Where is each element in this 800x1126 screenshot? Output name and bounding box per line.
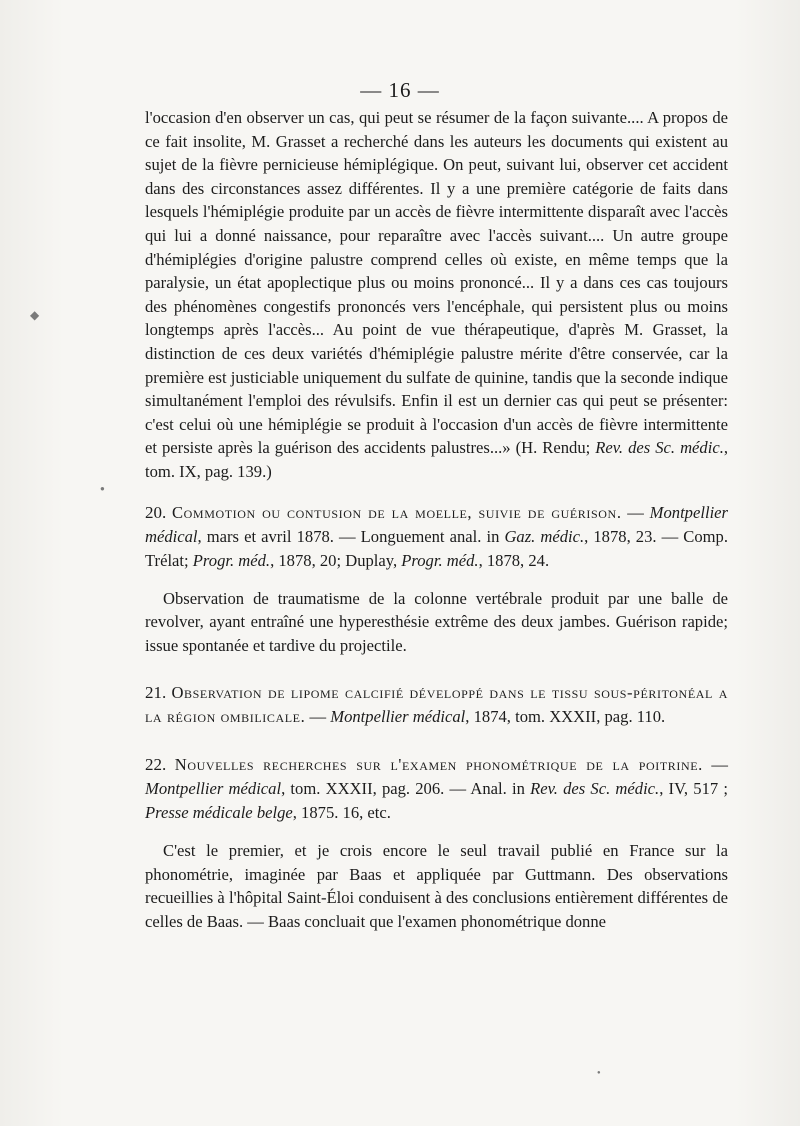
scan-speck: ● bbox=[100, 484, 105, 493]
scan-speck: ● bbox=[597, 1070, 601, 1076]
bibliography-entry-20 bbox=[145, 501, 728, 573]
entry-mid: , tom. XXXII, pag. 206. — Anal. in bbox=[281, 779, 531, 799]
entry-journal: Montpellier médical bbox=[330, 707, 466, 727]
entry-title: Commotion ou contusion de la moelle, suivie de guérison. bbox=[172, 502, 622, 522]
entry-title: Nouvelles recherches sur l'examen phonométrique de la poitrine. bbox=[174, 755, 703, 775]
entry-ref1-tail: , IV, 517 ; bbox=[659, 779, 728, 799]
continued-ref-end: , tom. IX, pag. 139.) bbox=[145, 438, 728, 481]
entry-dash: — bbox=[305, 707, 331, 727]
entry-ref1-tail: , 1878, 23. — Comp. Trélat; bbox=[145, 526, 728, 570]
continued-text: l'occasion d'en observer un cas, qui peut se résumer de la façon suivante.... A propos de ce fait insolite, M. Grasset a recherché dans les auteurs les documents qui existent au sujet de la fièvre pernicieuse hémiplégique. On peut, suivant lui, observer cet accident dans des circonstances assez différentes. Il y a une première catégorie de faits dans lesquels l'hémiplégie produite par un accès de fièvre intermittente disparaît avec l'accès qui lui a donné naissance, pour reparaître avec l'accès suivant.... Un autre groupe d'hémiplégies d'origine palustre comprend celles où existe, en même temps que la paralysie, un état apoplectique plus ou moins prononcé... Il y a dans ces cas toujours des phénomènes congestifs prononcés vers l'encéphale, qui persistent plus ou moins longtemps après l'accès... Au point de vue thérapeutique, d'après M. Grasset, la distinction de ces deux variétés d'hémiplégie palustre mérite d'être conservée, car la première est justiciable uniquement du sulfate de quinine, tandis que la seconde indique simultanément l'emploi des révulsifs. Enfin il est un dernier cas qui peut se présenter: c'est celui où une hémiplégie se produit à l'occasion d'un accès de fièvre intermittente et persiste après la guérison des accidents palustres...» (H. Rendu; bbox=[145, 108, 728, 458]
entry-ref3: Progr. méd. bbox=[401, 550, 479, 570]
entry-journal: Montpellier médical bbox=[145, 502, 728, 546]
scan-speck: ◆ bbox=[30, 308, 40, 322]
continued-paragraph bbox=[145, 106, 728, 484]
entry-ref3-tail: , 1878, 24. bbox=[478, 550, 550, 570]
continued-ref-journal: Rev. des Sc. médic. bbox=[595, 438, 724, 458]
entry-number: 22. bbox=[145, 755, 167, 775]
entry-ref2: Presse médicale belge bbox=[145, 803, 293, 823]
entry-ref2: Progr. méd. bbox=[192, 550, 271, 570]
entry-number: 20. bbox=[145, 502, 167, 522]
bibliography-entry-22 bbox=[145, 753, 728, 825]
entry-ref2-tail: , 1875. 16, etc. bbox=[292, 803, 391, 823]
page-number: — 16 — bbox=[360, 78, 440, 102]
entry-comment-22: C'est le premier, et je crois encore le seul travail publié en France sur la phonométrie, imaginée par Baas et appliquée par Guttmann. Des observations recueillies à l'hôpital Saint-Éloi conduisent à des conclusions entièrement différentes de celles de Baas. — Baas concluait que l'examen phonométrique donne bbox=[145, 841, 728, 932]
entry-journal: Montpellier médical bbox=[145, 779, 282, 799]
entry-number: 21. bbox=[145, 683, 167, 703]
page-body bbox=[145, 106, 728, 934]
bibliography-entry-21 bbox=[145, 681, 728, 729]
entry-comment-20: Observation de traumatisme de la colonne vertébrale produit par une balle de revolver, ayant entraîné une hyperesthésie extrême des deux jambes. Guérison rapide; issue spontanée et tardive du projectile. bbox=[145, 588, 728, 655]
entry-dash: — bbox=[621, 502, 650, 522]
entry-ref1: Gaz. médic. bbox=[504, 526, 585, 546]
entry-ref2-tail: , 1878, 20; Duplay, bbox=[270, 550, 402, 570]
entry-title: Observation de lipome calcifié développé dans le tissu sous-péritonéal a la région ombilicale. bbox=[145, 683, 728, 727]
entry-ref1: Rev. des Sc. médic. bbox=[530, 779, 660, 799]
entry-dash: — bbox=[702, 755, 729, 775]
entry-date: , mars et avril 1878. — Longuement anal. in bbox=[197, 526, 505, 546]
entry-tail: , 1874, tom. XXXII, pag. 110. bbox=[465, 707, 666, 727]
